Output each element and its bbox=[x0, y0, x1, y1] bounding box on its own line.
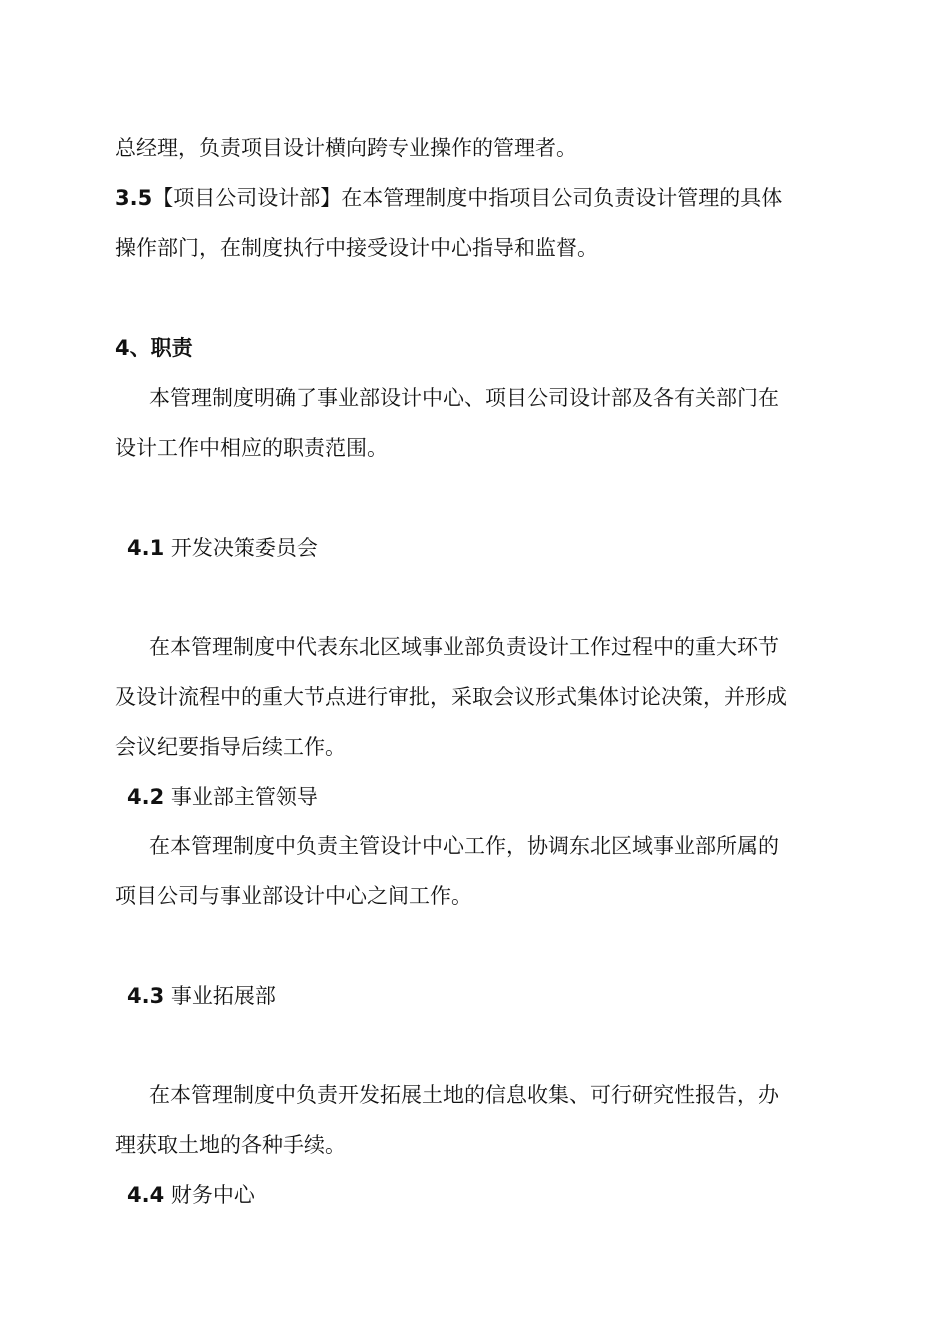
text: 在本管理制度中负责主管设计中心工作，协调东北区域事业部所属的 bbox=[149, 834, 779, 858]
section-heading-4 bbox=[115, 334, 193, 362]
text: 在本管理制度中代表东北区域事业部负责设计工作过程中的重大环节 bbox=[149, 635, 779, 659]
text: 设计工作中相应的职责范围。 bbox=[115, 436, 388, 460]
paragraph-line bbox=[115, 234, 598, 262]
text: 及设计流程中的重大节点进行审批，采取会议形式集体讨论决策，并形成 bbox=[115, 685, 787, 709]
paragraph-line bbox=[115, 683, 787, 711]
text: 项目公司与事业部设计中心之间工作。 bbox=[115, 884, 472, 908]
heading-text: 4、职责 bbox=[115, 336, 193, 360]
subsection-title: 事业部主管领导 bbox=[170, 785, 318, 809]
paragraph-line bbox=[149, 832, 779, 860]
paragraph-line bbox=[115, 882, 472, 910]
clause-3-5 bbox=[115, 184, 782, 212]
subsection-title: 财务中心 bbox=[170, 1183, 255, 1207]
subsection-number: 4.2 bbox=[127, 785, 165, 809]
paragraph-line bbox=[115, 134, 577, 162]
subsection-heading-4-2 bbox=[127, 783, 318, 811]
subsection-title: 事业拓展部 bbox=[170, 984, 276, 1008]
paragraph-line bbox=[115, 1131, 346, 1159]
text: 本管理制度明确了事业部设计中心、项目公司设计部及各有关部门在 bbox=[149, 386, 779, 410]
subsection-heading-4-3 bbox=[127, 982, 276, 1010]
subsection-heading-4-4 bbox=[127, 1181, 255, 1209]
paragraph-line bbox=[149, 384, 779, 412]
paragraph-line bbox=[149, 1081, 779, 1109]
text: 总经理，负责项目设计横向跨专业操作的管理者。 bbox=[115, 136, 577, 160]
text: 会议纪要指导后续工作。 bbox=[115, 735, 346, 759]
paragraph-line bbox=[149, 633, 779, 661]
paragraph-line bbox=[115, 733, 346, 761]
subsection-number: 4.1 bbox=[127, 536, 165, 560]
subsection-heading-4-1 bbox=[127, 534, 318, 562]
text: 在本管理制度中负责开发拓展土地的信息收集、可行研究性报告，办 bbox=[149, 1083, 779, 1107]
paragraph-line bbox=[115, 434, 388, 462]
subsection-number: 4.3 bbox=[127, 984, 165, 1008]
clause-text: 【项目公司设计部】在本管理制度中指项目公司负责设计管理的具体 bbox=[152, 186, 783, 210]
clause-number: 3.5 bbox=[115, 186, 153, 210]
text: 理获取土地的各种手续。 bbox=[115, 1133, 346, 1157]
subsection-number: 4.4 bbox=[127, 1183, 165, 1207]
text: 操作部门，在制度执行中接受设计中心指导和监督。 bbox=[115, 236, 598, 260]
subsection-title: 开发决策委员会 bbox=[170, 536, 318, 560]
